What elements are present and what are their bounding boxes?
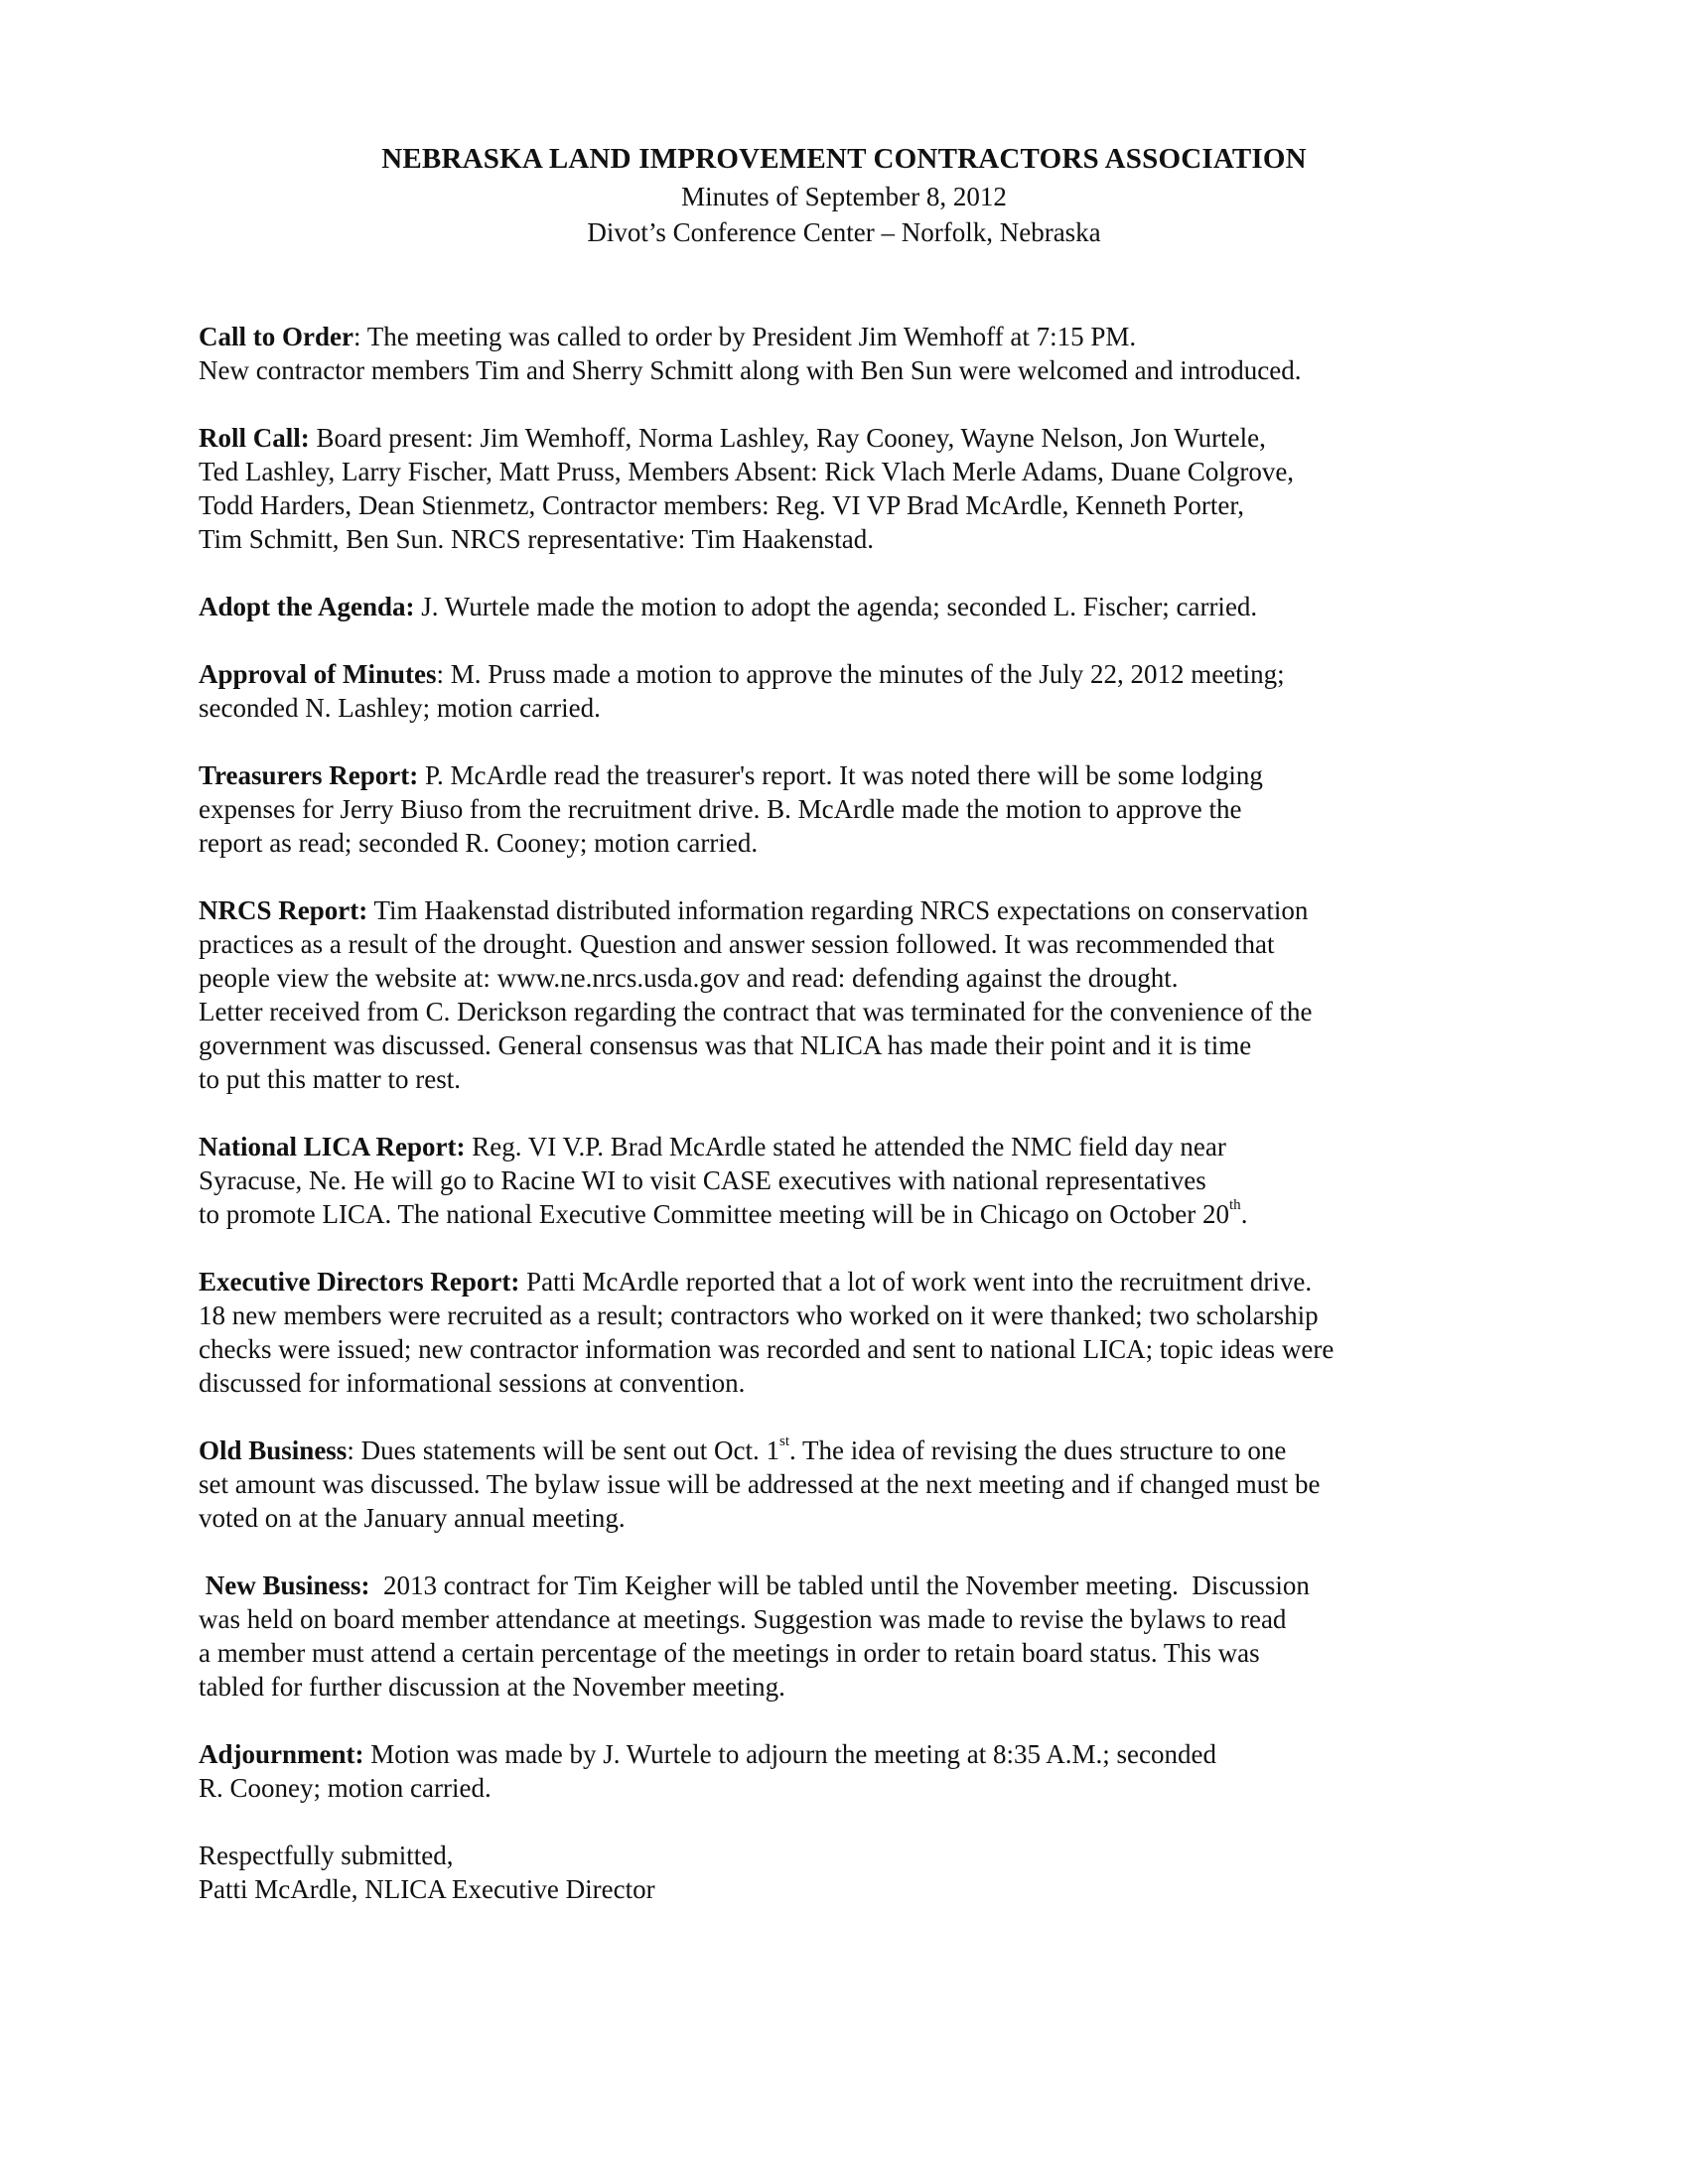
- minutes-date: Minutes of September 8, 2012: [681, 182, 1007, 211]
- section-line: seconded N. Lashley; motion carried.: [199, 693, 601, 723]
- section-text: 2013 contract for Tim Keigher will be tabled until the November meeting. Discussion: [369, 1570, 1310, 1600]
- section-line: [199, 1737, 1499, 1771]
- section-line: practices as a result of the drought. Question and answer session followed. It was recommended that: [199, 929, 1275, 959]
- section-line: [199, 1197, 1499, 1231]
- section-line: a member must attend a certain percentage of the meetings in order to retain board status. This was: [199, 1638, 1260, 1668]
- section-label: Call to Order: [199, 322, 353, 351]
- section-line: people view the website at: www.ne.nrcs.usda.gov and read: defending against the drought.: [199, 963, 1179, 993]
- document-header: [0, 139, 1688, 250]
- section-line: [199, 590, 1499, 623]
- section-text: : M. Pruss made a motion to approve the minutes of the July 22, 2012 meeting;: [436, 659, 1285, 689]
- section-text: Tim Haakenstad distributed information regarding NRCS expectations on conservation: [367, 895, 1309, 925]
- section-text: to promote LICA. The national Executive Committee meeting will be in Chicago on October 20: [199, 1199, 1230, 1229]
- section-line: report as read; seconded R. Cooney; motion carried.: [199, 828, 759, 858]
- section-treasurers-report: [199, 758, 1499, 860]
- section-label: National LICA Report:: [199, 1132, 466, 1161]
- section-line: [199, 1569, 1499, 1602]
- section-line: [199, 1433, 1499, 1467]
- section-line: [199, 758, 1499, 792]
- section-line: [199, 1130, 1499, 1163]
- section-line: set amount was discussed. The bylaw issue will be addressed at the next meeting and if changed must be: [199, 1469, 1321, 1499]
- section-label: Roll Call:: [199, 423, 310, 453]
- section-new-business: [199, 1569, 1499, 1704]
- section-text: P. McArdle read the treasurer's report. It was noted there will be some lodging: [418, 760, 1263, 790]
- section-line: voted on at the January annual meeting.: [199, 1503, 626, 1533]
- minutes-body: [199, 320, 1499, 1906]
- closing-signature: [199, 1839, 1499, 1906]
- section-label: Adopt the Agenda:: [199, 592, 415, 621]
- section-adjournment: [199, 1737, 1499, 1805]
- section-line: tabled for further discussion at the November meeting.: [199, 1672, 785, 1702]
- section-label: Approval of Minutes: [199, 659, 437, 689]
- section-label: Adjournment:: [199, 1739, 364, 1769]
- section-label: NRCS Report:: [199, 895, 368, 925]
- section-adopt-agenda: [199, 590, 1499, 623]
- section-line: was held on board member attendance at meetings. Suggestion was made to revise the bylaws to read: [199, 1604, 1287, 1634]
- section-text: Motion was made by J. Wurtele to adjourn the meeting at 8:35 A.M.; seconded: [363, 1739, 1217, 1769]
- section-text: . The idea of revising the dues structure to one: [789, 1435, 1287, 1465]
- section-text: : The meeting was called to order by President Jim Wemhoff at 7:15 PM.: [352, 322, 1137, 351]
- section-national-lica: [199, 1130, 1499, 1231]
- section-text: : Dues statements will be sent out Oct. 1: [347, 1435, 780, 1465]
- section-line: Syracuse, Ne. He will go to Racine WI to visit CASE executives with national representatives: [199, 1165, 1206, 1195]
- section-label: Executive Directors Report:: [199, 1267, 520, 1297]
- section-line: R. Cooney; motion carried.: [199, 1773, 492, 1803]
- section-line: Tim Schmitt, Ben Sun. NRCS representative: Tim Haakenstad.: [199, 524, 875, 554]
- closing-line: Respectfully submitted,: [199, 1841, 454, 1870]
- section-call-to-order: [199, 320, 1499, 387]
- section-approval-minutes: [199, 657, 1499, 725]
- ordinal-suffix: st: [779, 1433, 790, 1449]
- section-text: .: [1240, 1199, 1248, 1229]
- section-line: [199, 893, 1499, 927]
- section-line: government was discussed. General consensus was that NLICA has made their point and it is time: [199, 1030, 1252, 1060]
- section-roll-call: [199, 421, 1499, 556]
- section-label: Treasurers Report:: [199, 760, 419, 790]
- section-text: Board present: Jim Wemhoff, Norma Lashley, Ray Cooney, Wayne Nelson, Jon Wurtele,: [309, 423, 1266, 453]
- section-line: Letter received from C. Derickson regarding the contract that was terminated for the convenience of the: [199, 997, 1313, 1026]
- section-line: Ted Lashley, Larry Fischer, Matt Pruss, Members Absent: Rick Vlach Merle Adams, Duane Colgrove,: [199, 457, 1295, 486]
- section-text: Reg. VI V.P. Brad McArdle stated he attended the NMC field day near: [465, 1132, 1226, 1161]
- section-old-business: [199, 1433, 1499, 1535]
- section-line: Todd Harders, Dean Stienmetz, Contractor members: Reg. VI VP Brad McArdle, Kenneth Porter,: [199, 490, 1245, 520]
- section-label: Old Business: [199, 1435, 348, 1465]
- section-line: to put this matter to rest.: [199, 1064, 461, 1094]
- signatory-line: Patti McArdle, NLICA Executive Director: [199, 1874, 655, 1904]
- section-line: discussed for informational sessions at convention.: [199, 1368, 746, 1398]
- section-line: [199, 421, 1499, 455]
- section-text: J. Wurtele made the motion to adopt the agenda; seconded L. Fischer; carried.: [414, 592, 1258, 621]
- section-label: New Business:: [199, 1570, 370, 1600]
- section-text: Patti McArdle reported that a lot of work went into the recruitment drive.: [519, 1267, 1313, 1297]
- meeting-location: Divot’s Conference Center – Norfolk, Nebraska: [587, 217, 1101, 247]
- section-line: New contractor members Tim and Sherry Schmitt along with Ben Sun were welcomed and introduced.: [199, 355, 1302, 385]
- ordinal-suffix: th: [1229, 1197, 1241, 1213]
- section-line: [199, 1265, 1499, 1298]
- section-line: 18 new members were recruited as a result; contractors who worked on it were thanked; two scholarship: [199, 1300, 1319, 1330]
- section-executive-directors: [199, 1265, 1499, 1400]
- section-line: checks were issued; new contractor information was recorded and sent to national LICA; topic ideas were: [199, 1334, 1335, 1364]
- section-line: [199, 657, 1499, 691]
- section-nrcs-report: [199, 893, 1499, 1096]
- section-line: [199, 320, 1499, 353]
- section-line: expenses for Jerry Biuso from the recruitment drive. B. McArdle made the motion to approve the: [199, 794, 1242, 824]
- organization-title: NEBRASKA LAND IMPROVEMENT CONTRACTORS ASSOCIATION: [381, 143, 1307, 175]
